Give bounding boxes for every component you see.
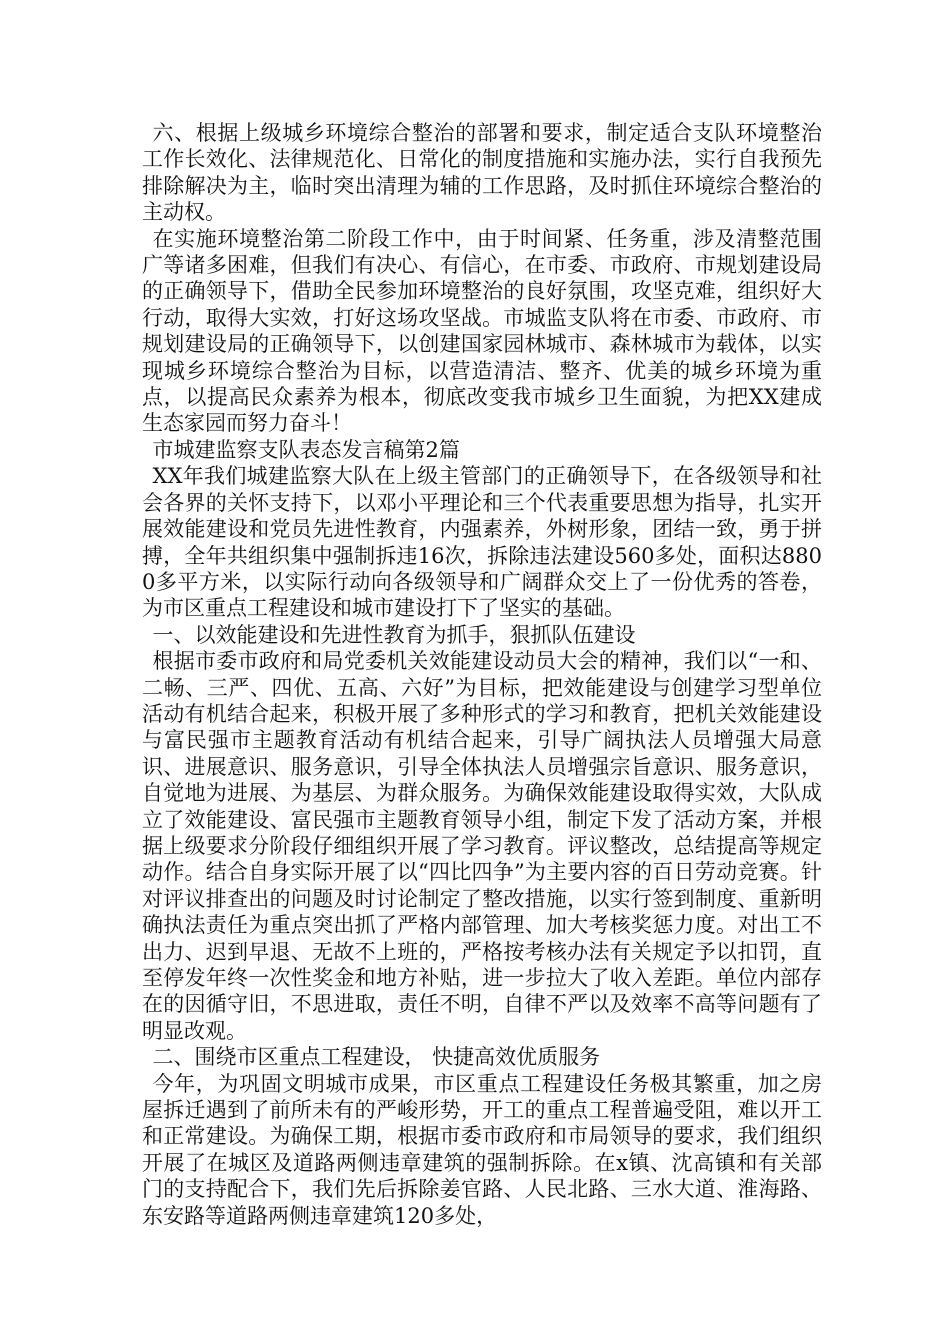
heading-part-two: 二、围绕市区重点工程建设， 快捷高效优质服务 xyxy=(152,1045,601,1070)
paragraph-annual-summary: XX年我们城建监察大队在上级主管部门的正确领导下，在各级领导和社会各界的关怀支持下，以邓小平理论和三个代表重要思想为指导，扎实开展效能建设和党员先进性教育，内强素养，外树形象，团结一致，勇于拼搏，全年共组织集中强制拆违16次，拆除违法建设560多处，面积达8800多平方米，以实际行动向各级领导和广阔群众交上了一份优秀的答卷，为市区重点工程建设和城市建设打下了坚实的基础。 xyxy=(142,464,822,621)
paragraph-key-projects: 今年，为巩固文明城市成果，市区重点工程建设任务极其繁重，加之房屋拆迁遇到了前所未有的严峻形势，开工的重点工程普遍受阻，难以开工和正常建设。为确保工期，根据市委市政府和市局领导的要求，我们组织开展了在城区及道路两侧违章建筑的强制拆除。在x镇、沈高镇和有关部门的支持配合下，我们先后拆除姜官路、人民北路、三水大道、淮海路、东安路等道路两侧违章建筑120多处， xyxy=(142,1071,822,1228)
paragraph-efficiency-building: 根据市委市政府和局党委机关效能建设动员大会的精神，我们以“一和、二畅、三严、四优、五高、六好”为目标，把效能建设与创建学习型单位活动有机结合起来，积极开展了多种形式的学习和教育，把机关效能建设与富民强市主题教育活动有机结合起来，引导广阔执法人员增强大局意识、进展意识、服务意识，引导全体执法人员增强宗旨意识、服务意识，自觉地为进展、为基层、为群众服务。为确保效能建设取得实效，大队成立了效能建设、富民强市主题教育领导小组，制定下发了活动方案，并根据上级要求分阶段仔细组织开展了学习教育。评议整改，总结提高等规定动作。结合自身实际开展了以“四比四争”为主要内容的百日劳动竞赛。针对评议排查出的问题及时讨论制定了整改措施，以实行签到制度、重新明确执法责任为重点突出抓了严格内部管理、加大考核奖惩力度。对出工不出力、迟到早退、无故不上班的，严格按考核办法有关规定予以扣罚，直至停发年终一次性奖金和地方补贴，进一步拉大了收入差距。单位内部存在的因循守旧，不思进取，责任不明，自律不严以及效率不高等问题有了明显改观。 xyxy=(142,649,822,1043)
heading-part-one: 一、以效能建设和先进性教育为抓手，狠抓队伍建设 xyxy=(152,622,636,647)
document-page xyxy=(142,120,822,1229)
paragraph-section-six: 六、根据上级城乡环境综合整治的部署和要求，制定适合支队环境整治工作长效化、法律规范化、日常化的制度措施和实施办法，实行自我预先排除解决为主，临时突出清理为辅的工作思路，及时抓住环境综合整治的主动权。 xyxy=(142,121,822,225)
section-title: 市城建监察支队表态发言稿第2篇 xyxy=(152,437,460,462)
paragraph-stage-two: 在实施环境整治第二阶段工作中，由于时间紧、任务重，涉及清整范围广等诸多困难，但我们有决心、有信心，在市委、市政府、市规划建设局的正确领导下，借助全民参加环境整治的良好氛围，攻坚克难，组织好大行动，取得大实效，打好这场攻坚战。市城监支队将在市委、市政府、市规划建设局的正确领导下，以创建国家园林城市、森林城市为载体，以实现城乡环境综合整治为目标，以营造清洁、整齐、优美的城乡环境为重点，以提高民众素养为根本，彻底改变我市城乡卫生面貌，为把XX建成生态家园而努力奋斗！ xyxy=(142,226,822,436)
